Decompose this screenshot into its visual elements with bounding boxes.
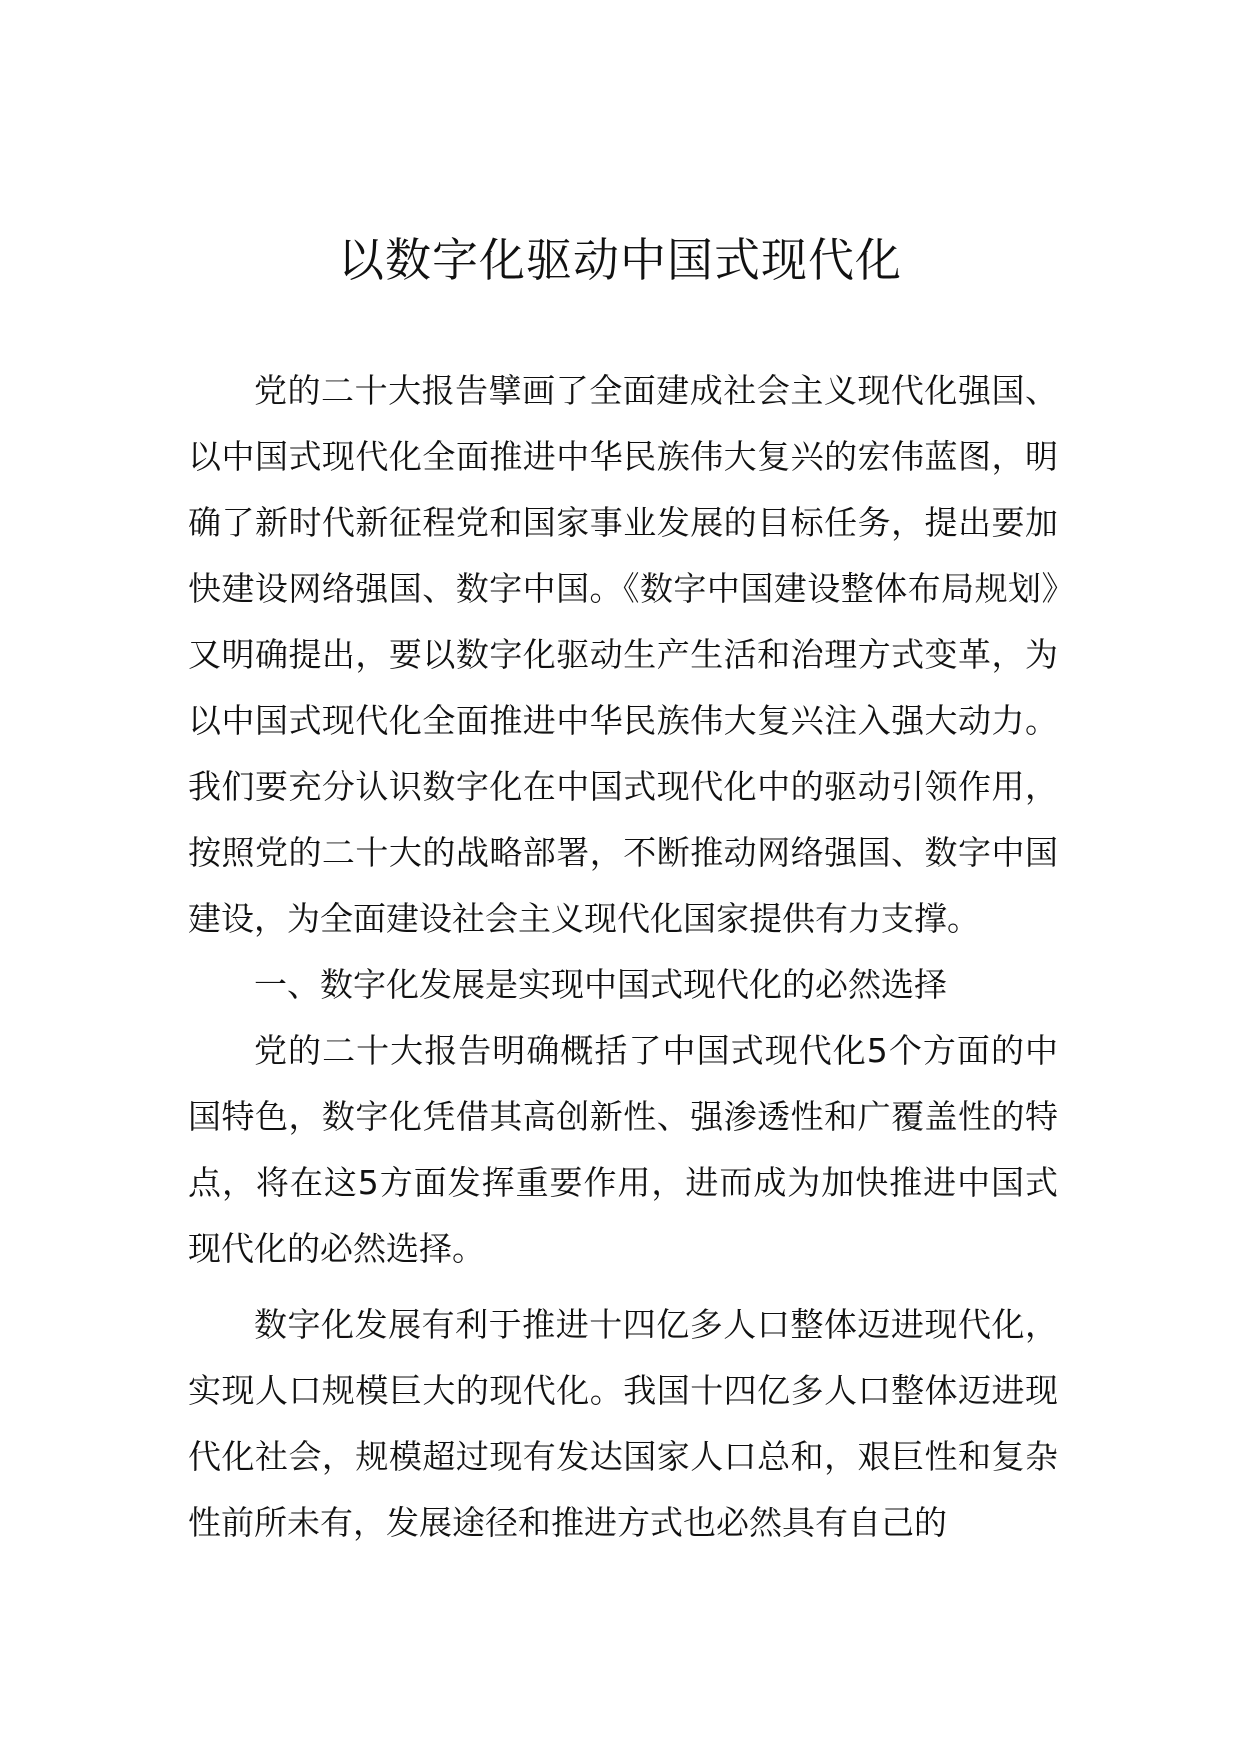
section-heading-1: 一、数字化发展是实现中国式现代化的必然选择	[254, 965, 947, 1004]
paragraph-section1-intro: 党的二十大报告明确概括了中国式现代化5个方面的中国特色，数字化凭借其高创新性、强渗透性和广覆盖性的特点，将在这5方面发挥重要作用，进而成为加快推进中国式现代化的必然选择。	[188, 1031, 1058, 1268]
paragraph-intro: 党的二十大报告擘画了全面建成社会主义现代化强国、以中国式现代化全面推进中华民族伟大复兴的宏伟蓝图，明确了新时代新征程党和国家事业发展的目标任务，提出要加快建设网络强国、数字中国。《数字中国建设整体布局规划》又明确提出，要以数字化驱动生产生活和治理方式变革，为以中国式现代化全面推进中华民族伟大复兴注入强大动力。我们要充分认识数字化在中国式现代化中的驱动引领作用，按照党的二十大的战略部署，不断推动网络强国、数字中国建设，为全面建设社会主义现代化国家提供有力支撑。	[188, 371, 1058, 938]
document-title: 以数字化驱动中国式现代化	[338, 233, 902, 287]
document-body	[188, 358, 1058, 1556]
paragraph-population: 数字化发展有利于推进十四亿多人口整体迈进现代化，实现人口规模巨大的现代化。我国十四亿多人口整体迈进现代化社会，规模超过现有发达国家人口总和，艰巨性和复杂性前所未有，发展途径和推进方式也必然具有自己的	[188, 1305, 1058, 1542]
